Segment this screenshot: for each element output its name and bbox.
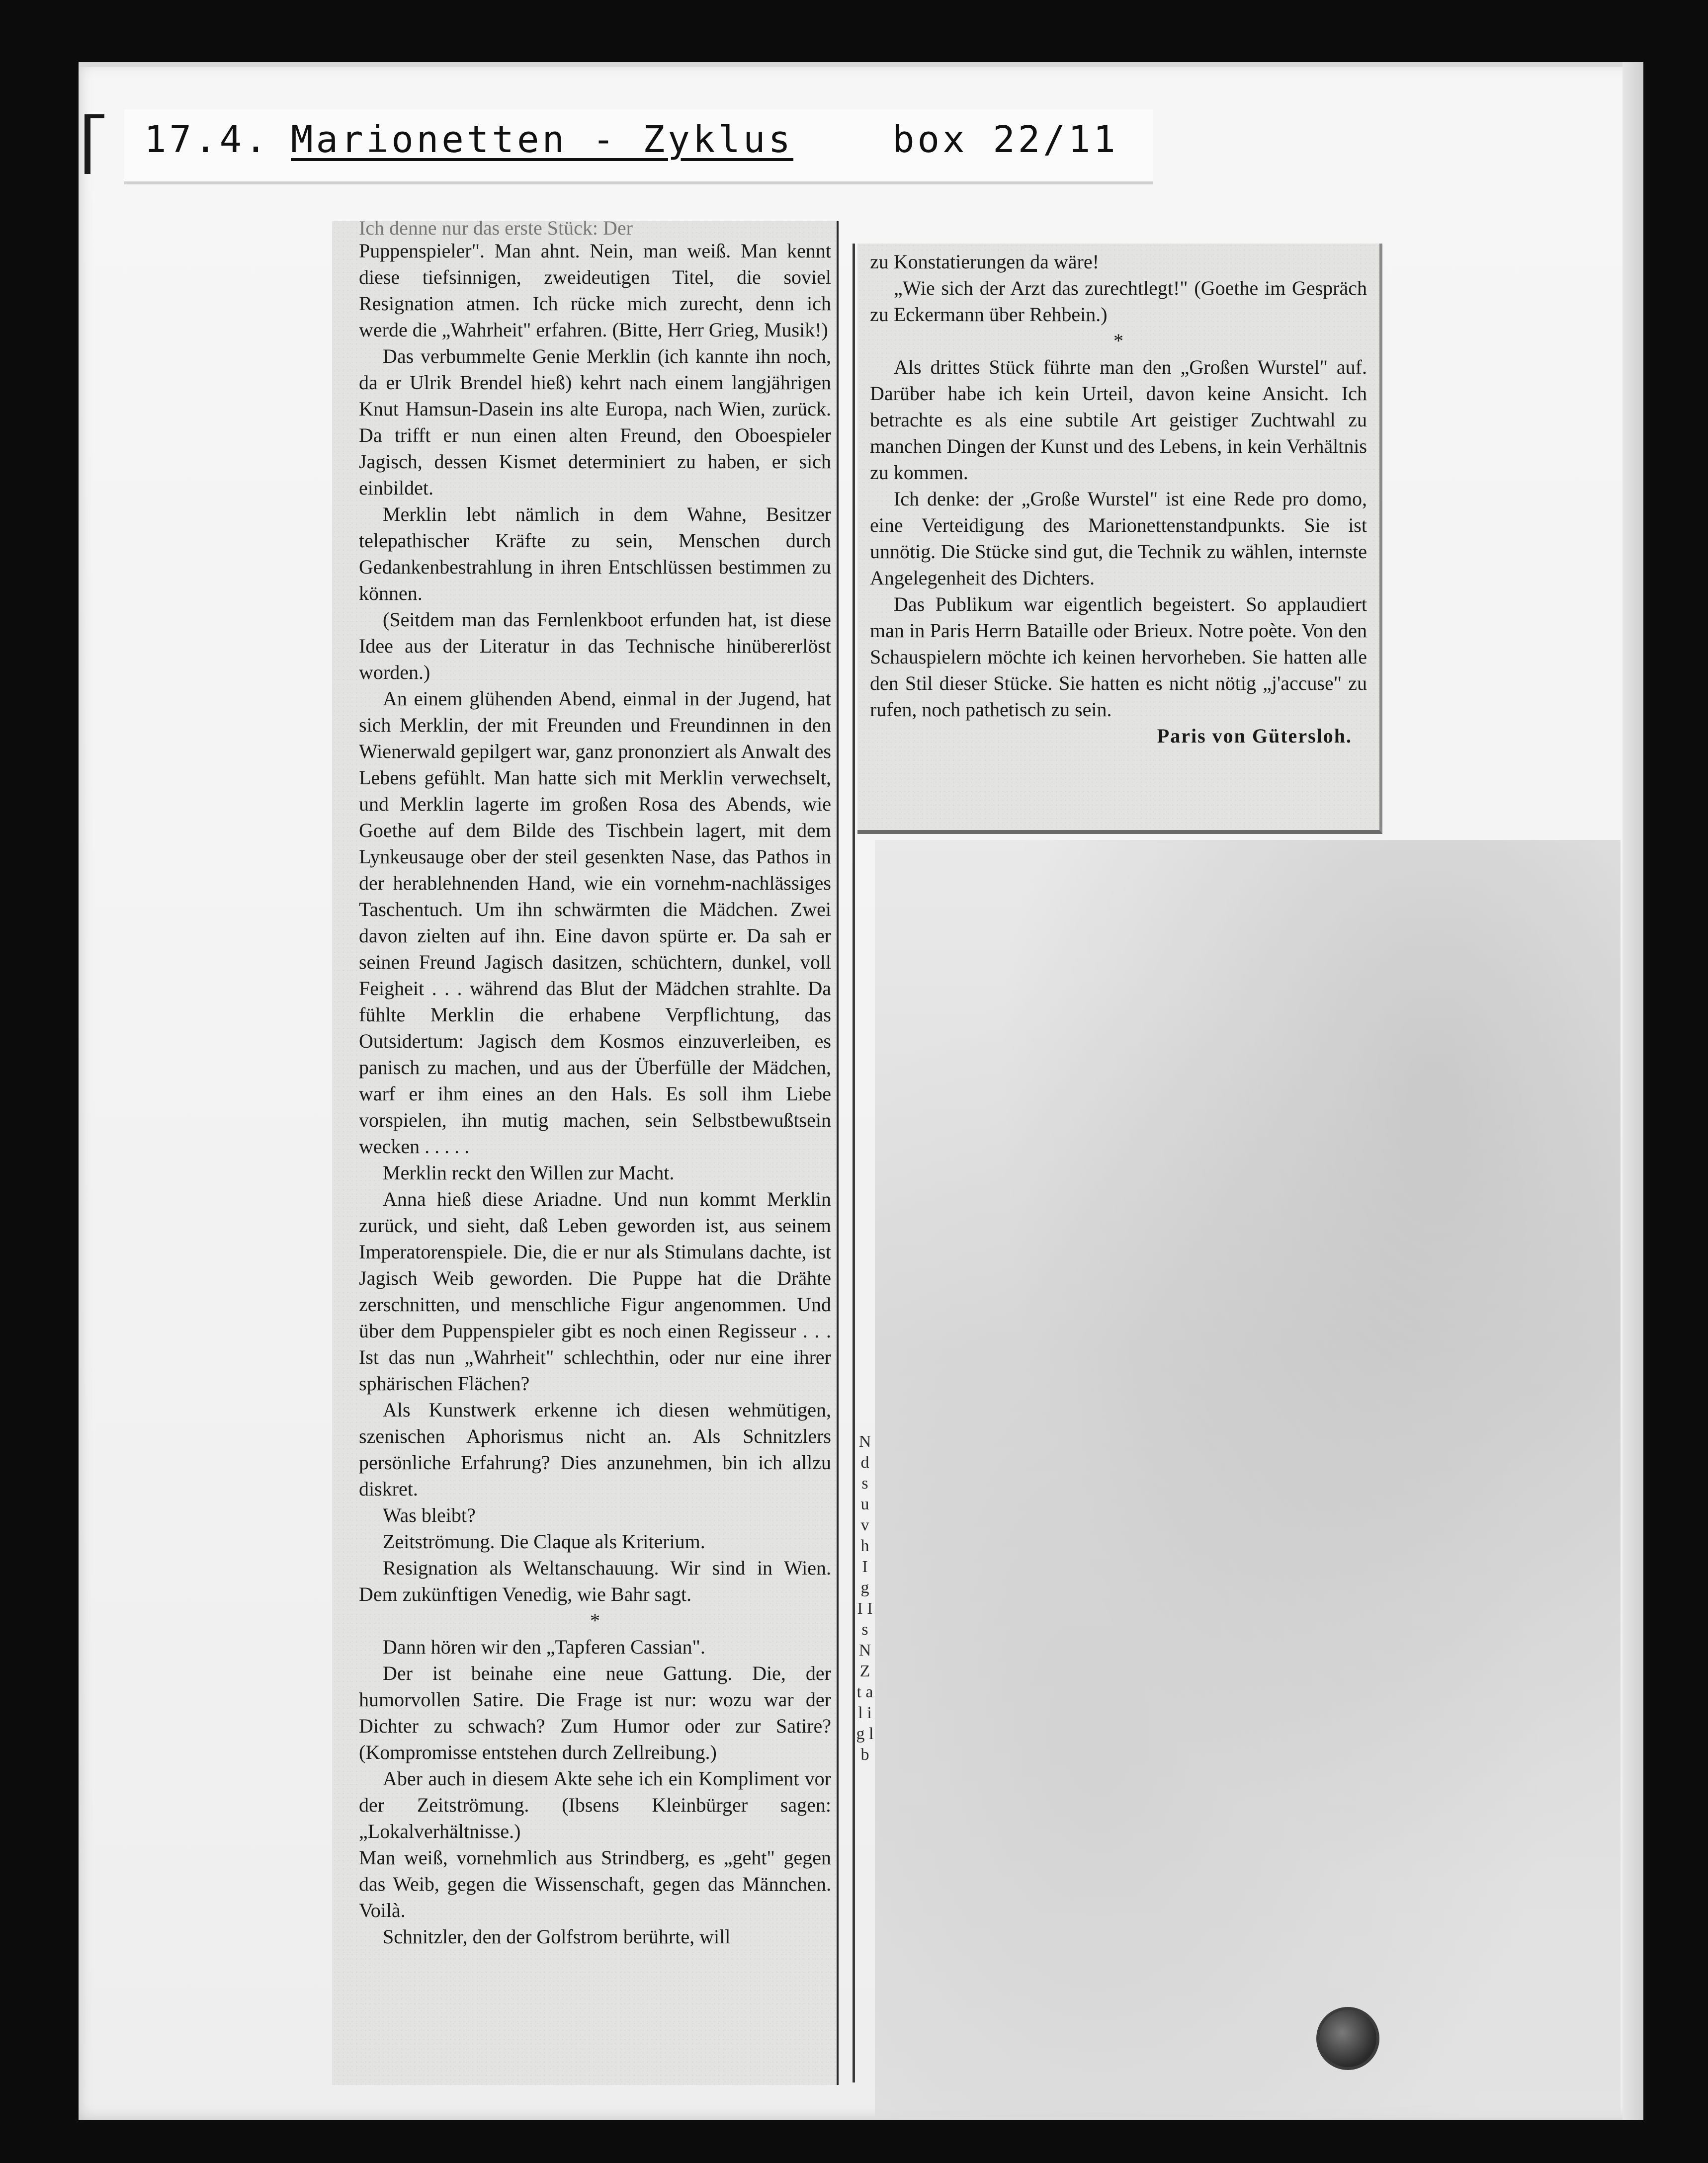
left-paragraph: Merklin reckt den Willen zur Macht.	[383, 1162, 675, 1184]
section-star: *	[590, 1609, 600, 1632]
left-column-text	[359, 238, 831, 1950]
section-star: *	[1113, 330, 1123, 352]
left-paragraph: Schnitzler, den der Golfstrom berührte, will	[383, 1925, 731, 1948]
sheet-right-edge	[1623, 62, 1643, 2120]
left-paragraph: Aber auch in diesem Akte sehe ich ein Kompliment vor der Zeitströmung. (Ibsens Kleinbürger sagen: „Lokalverhältnisse.)	[359, 1767, 831, 1842]
author-signature: Paris von Gütersloh.	[1157, 725, 1352, 747]
sheet-top-edge	[79, 62, 1643, 67]
left-paragraph: Was bleibt?	[383, 1504, 476, 1526]
left-paragraph: Man weiß, vornehmlich aus Strindberg, es „geht" gegen das Weib, gegen die Wissenschaft, gegen das Männchen. Voilà.	[359, 1846, 831, 1921]
corner-bracket-top	[85, 114, 104, 118]
header-title: Marionetten - Zyklus	[291, 118, 794, 161]
right-paragraph: Als drittes Stück führte man den „Großen Wurstel" auf. Darüber habe ich kein Urteil, davon keine Ansicht. Ich betrachte es als eine subtile Art geistiger Zuchtwahl zu manchen Dingen der Kunst und des Lebens, in kein Verhältnis zu kommen.	[870, 356, 1367, 484]
neighbour-column-fragment: N d s u v h I g I I s N Z t a l i g l b	[856, 1432, 874, 1764]
left-paragraph: Merklin lebt nämlich in dem Wahne, Besitzer telepathischer Kräfte zu sein, Menschen durch Gedankenbestrahlung in ihren Entschlüssen bestimmen zu können.	[359, 503, 831, 604]
scan-bottom-border	[79, 2120, 1643, 2163]
header-number: 17.4.	[144, 118, 270, 161]
left-paragraph: Als Kunstwerk erkenne ich diesen wehmütigen, szenischen Aphorismus nicht an. Als Schnitzlers persönliche Erfahrung? Dies anzunehmen, bin ich allzu diskret.	[359, 1399, 831, 1500]
column-rule	[853, 244, 855, 2082]
right-column-text	[870, 249, 1367, 749]
cut-top-line: Ich denne nur das erste Stück: Der	[359, 217, 633, 239]
corner-bracket	[85, 114, 90, 174]
left-paragraph: Resignation als Weltanschauung. Wir sind in Wien. Dem zukünftigen Venedig, wie Bahr sagt.	[359, 1557, 831, 1605]
left-paragraph: Zeitströmung. Die Claque als Kriterium.	[383, 1530, 705, 1553]
left-paragraph: Puppenspieler". Man ahnt. Nein, man weiß. Man kennt diese tiefsinnigen, zweideutigen Titel, die soviel Resignation atmen. Ich rücke mich zurecht, denn ich werde die „Wahrheit" erfahren. (Bitte, Herr Grieg, Musik!)	[359, 240, 831, 341]
header-box: box 22/11	[892, 118, 1118, 161]
left-paragraph: An einem glühenden Abend, einmal in der Jugend, hat sich Merklin, der mit Freunden und Freundinnen in den Wienerwald gepilgert war, ganz prononziert als Anwalt des Lebens gefühlt. Man hatte sich mit Merklin verwechselt, und Merklin lagerte im großen Rosa des Abends, wie Goethe auf dem Bilde des Tischbein lagert, mit dem Lynkeusauge ober der steil gesenkten Nase, das Pathos in der herablehnenden Hand, wie ein vornehm-nachlässiges Taschentuch. Um ihn schwärmten die Mädchen. Zwei davon zielten auf ihn. Eine davon spürte er. Da sah er seinen Freund Jagisch dasitzen, schüchtern, dunkel, voll Feigheit . . . während das Blut der Mädchen strahlte. Da fühlte Merklin die erhabene Verpflichtung, das Outsidertum: Jagisch dem Kosmos einzuverleiben, es panisch zu machen, und aus der Überfülle der Mädchen, warf er ihm eines an den Hals. Es soll ihm Liebe vorspielen, ihn mutig machen, sein Selbstbewußtsein wecken . . . . .	[359, 687, 831, 1158]
left-paragraph: (Seitdem man das Fernlenkboot erfunden hat, ist diese Idee aus der Literatur in das Technische hinübererlöst worden.)	[359, 608, 831, 683]
left-paragraph: Dann hören wir den „Tapferen Cassian".	[383, 1636, 705, 1658]
right-paragraph: Ich denke: der „Große Wurstel" ist eine Rede pro domo, eine Verteidigung des Marionettenstandpunkts. Sie ist unnötig. Die Stücke sind gut, die Technik zu wählen, internste Angelegenheit des Dichters.	[870, 488, 1367, 589]
left-paragraph: Das verbummelte Genie Merklin (ich kannte ihn noch, da er Ulrik Brendel hieß) kehrt nach einem langjährigen Knut Hamsun-Dasein ins alte Europa, nach Wien, zurück. Da trifft er nun einen alten Freund, den Oboespieler Jagisch, dessen Kismet determiniert zu haben, er sich einbildet.	[359, 345, 831, 499]
right-paragraph: „Wie sich der Arzt das zurechtlegt!" (Goethe im Gespräch zu Eckermann über Rehbein.)	[870, 277, 1367, 326]
seal-stamp	[1316, 2007, 1379, 2070]
halftone-area	[875, 840, 1621, 2117]
right-paragraph: Das Publikum war eigentlich begeistert. So applaudiert man in Paris Herrn Bataille oder Brieux. Notre poète. Von den Schauspielern möchte ich keinen hervorheben. Sie hatten alle den Stil dieser Stücke. Sie hatten es nicht nötig „j'accuse" zu rufen, noch pathetisch zu sein.	[870, 593, 1367, 721]
right-paragraph: zu Konstatierungen da wäre!	[870, 250, 1099, 273]
left-paragraph: Der ist beinahe eine neue Gattung. Die, der humorvollen Satire. Die Frage ist nur: wozu war der Dichter zu schwach? Zum Humor oder zur Satire? (Kompromisse entstehen durch Zellreibung.)	[359, 1662, 831, 1763]
left-paragraph: Anna hieß diese Ariadne. Und nun kommt Merklin zurück, und sieht, daß Leben geworden ist, aus seinem Imperatorenspiele. Die, die er nur als Stimulans dachte, ist Jagisch Weib geworden. Die Puppe hat die Drähte zerschnitten, und menschliche Figur angenommen. Und über dem Puppenspieler gibt es noch einen Regisseur . . . Ist das nun „Wahrheit" schlechthin, oder nur eine ihrer sphärischen Flächen?	[359, 1188, 831, 1395]
